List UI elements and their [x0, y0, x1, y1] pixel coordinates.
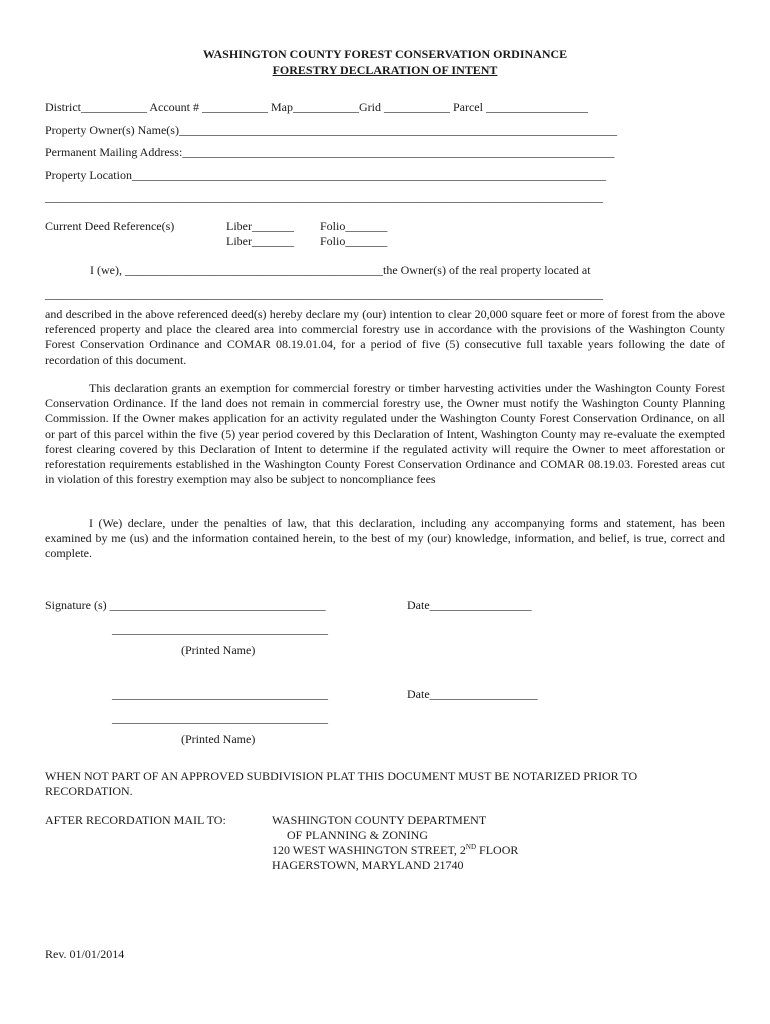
date-field-1[interactable]: Date_________________: [407, 598, 532, 612]
date-field-2[interactable]: Date__________________: [407, 687, 538, 701]
revision-date: Rev. 01/01/2014: [45, 947, 125, 961]
liber-field-2[interactable]: Liber_______: [226, 234, 294, 248]
exemption-paragraph: This declaration grants an exemption for commercial forestry or timber harvesting activities under the Washington County Forest Conservation Ordinance. If the land does not remain in commercial forestry use, the Owner must notify the Washington County Planning Commission. If the Owner makes application for an activity regulated under the Washington County Forest Conservation Ordinance, on all or part of this parcel within the five (5) year period covered by this Declaration of Intent, Washington County may re-evaluate the exempted forest clearing covered by this Declaration of Intent to determine if the regulated activity will require the Owner to meet afforestation or reforestation requirements established in the Washington County Forest Conservation Ordinance and COMAR 08.19.03. Forested areas cut in violation of this forestry exemption may also be subject to noncompliance fees: [45, 381, 725, 487]
notarize-notice-line2: RECORDATION.: [45, 784, 133, 798]
folio-field-2[interactable]: Folio_______: [320, 234, 388, 248]
printed-name-label-1: (Printed Name): [181, 643, 256, 657]
property-location-continuation[interactable]: _____________________________________________________________________________________________: [45, 190, 603, 204]
mailing-address-field[interactable]: Permanent Mailing Address:________________________________________________________________________: [45, 145, 615, 159]
notarize-notice-line1: WHEN NOT PART OF AN APPROVED SUBDIVISION PLAT THIS DOCUMENT MUST BE NOTARIZED PRIOR TO: [45, 769, 638, 783]
document-subtitle: FORESTRY DECLARATION OF INTENT: [272, 63, 498, 77]
declaration-paragraph: and described in the above referenced deed(s) hereby declare my (our) intention to clear 20,000 square feet or more of forest from the above referenced property and place the cleared area into commercial forestry use in accordance with the provisions of the Washington County Forest Conservation Ordinance and COMAR 08.19.01.04, for a period of five (5) consecutive full taxable years following the date of recordation of this document.: [45, 307, 725, 367]
folio-field-1[interactable]: Folio_______: [320, 219, 388, 233]
signature-field-2[interactable]: ____________________________________: [112, 687, 328, 701]
mail-to-label: AFTER RECORDATION MAIL TO:: [45, 813, 226, 827]
mail-address-line1: WASHINGTON COUNTY DEPARTMENT: [272, 813, 487, 827]
deed-reference-label: Current Deed Reference(s): [45, 219, 175, 233]
owner-declaration-line[interactable]: I (we), ___________________________________________the Owner(s) of the real property located at: [90, 263, 591, 277]
property-owner-names-field[interactable]: Property Owner(s) Name(s)_________________________________________________________________________: [45, 123, 617, 137]
mail-address-line3: 120 WEST WASHINGTON STREET, 2ND FLOOR: [272, 843, 519, 857]
printed-name-field-2[interactable]: ____________________________________: [112, 711, 328, 725]
penalties-paragraph: I (We) declare, under the penalties of law, that this declaration, including any accompanying forms and statement, has been examined by me (us) and the information contained herein, to the best of my (our) knowledge, information, and belief, is true, correct and complete.: [45, 516, 725, 561]
mail-address-line4: HAGERSTOWN, MARYLAND 21740: [272, 858, 464, 872]
mail-address-line2: OF PLANNING & ZONING: [287, 828, 428, 842]
signature-field-1[interactable]: Signature (s) ____________________________________: [45, 598, 326, 612]
property-location-field[interactable]: Property Location_______________________________________________________________________________: [45, 168, 606, 182]
property-located-field[interactable]: _____________________________________________________________________________________________: [45, 287, 603, 301]
liber-field-1[interactable]: Liber_______: [226, 219, 294, 233]
document-title: WASHINGTON COUNTY FOREST CONSERVATION ORDINANCE: [202, 47, 568, 61]
district-account-map-grid-parcel-line[interactable]: District___________ Account # ___________ Map___________Grid ___________ Parcel _________________: [45, 100, 588, 114]
printed-name-field-1[interactable]: ____________________________________: [112, 622, 328, 636]
printed-name-label-2: (Printed Name): [181, 732, 256, 746]
